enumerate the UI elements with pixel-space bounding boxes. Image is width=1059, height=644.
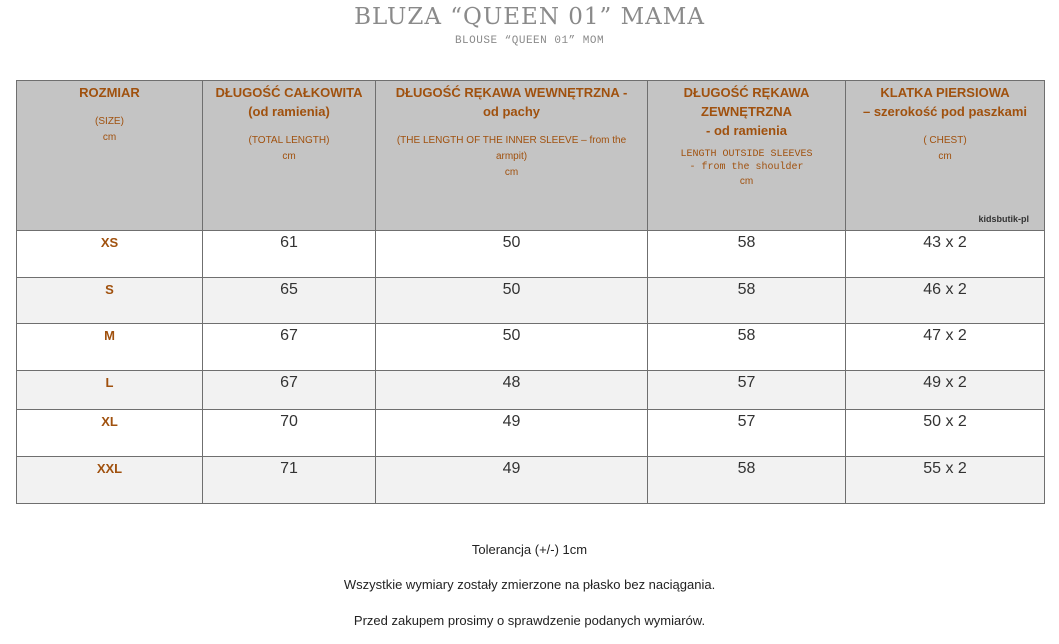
header-label [846, 83, 1044, 121]
table-row [17, 410, 1045, 457]
header-label-line: - od ramienia [706, 123, 787, 138]
header-english-label [203, 133, 375, 149]
size-chart-table [16, 80, 1045, 504]
header-english-line: ( CHEST) [923, 135, 967, 146]
header-label-line: – szerokość pod paszkami [862, 104, 1027, 119]
header-english-label [376, 133, 647, 165]
size-cell: S [17, 278, 203, 324]
inner-sleeve-cell: 50 [376, 278, 648, 324]
page-subtitle: BLOUSE “QUEEN 01” MOM [454, 35, 605, 47]
total-length-cell: 65 [203, 278, 376, 324]
header-total-length [203, 81, 376, 231]
inner-sleeve-cell: 49 [376, 410, 648, 457]
outer-sleeve-cell: 58 [648, 278, 846, 324]
outer-sleeve-cell: 58 [648, 457, 846, 504]
header-label-line: DŁUGOŚĆ RĘKAWA [683, 85, 810, 100]
header-label [203, 83, 375, 121]
measurement-note: Wszystkie wymiary zostały zmierzone na płasko bez naciągania. [343, 577, 716, 592]
header-unit: cm [102, 132, 117, 143]
watermark-text: kidsbutik-pl [978, 214, 1029, 224]
size-cell: XL [17, 410, 203, 457]
inner-sleeve-cell: 49 [376, 457, 648, 504]
table-row [17, 231, 1045, 278]
table-row [17, 278, 1045, 324]
header-label-line: DŁUGOŚĆ CAŁKOWITA [215, 85, 363, 100]
total-length-cell: 61 [203, 231, 376, 278]
total-length-cell: 70 [203, 410, 376, 457]
total-length-cell: 67 [203, 371, 376, 410]
header-unit: cm [282, 151, 296, 162]
outer-sleeve-cell: 58 [648, 231, 846, 278]
outer-sleeve-cell: 58 [648, 324, 846, 371]
header-label-line: KLATKA PIERSIOWA [880, 85, 1010, 100]
size-cell: XS [17, 231, 203, 278]
header-english-label [648, 148, 845, 174]
inner-sleeve-cell: 50 [376, 231, 648, 278]
chest-cell: 49 x 2 [846, 371, 1045, 410]
header-english-label [846, 133, 1044, 149]
table-row [17, 371, 1045, 410]
outer-sleeve-cell: 57 [648, 410, 846, 457]
inner-sleeve-cell: 50 [376, 324, 648, 371]
header-label-line: (od ramienia) [248, 104, 330, 119]
header-english-line: (SIZE) [95, 116, 124, 127]
table-header-row [17, 81, 1045, 231]
chest-cell: 50 x 2 [846, 410, 1045, 457]
size-cell: L [17, 371, 203, 410]
header-size [17, 81, 203, 231]
header-english-line: - from the shoulder [689, 162, 804, 173]
chest-cell: 55 x 2 [846, 457, 1045, 504]
total-length-cell: 71 [203, 457, 376, 504]
header-label [17, 83, 202, 102]
inner-sleeve-cell: 48 [376, 371, 648, 410]
page-title: BLUZA “QUEEN 01” MAMA [354, 4, 705, 30]
header-label-line: od pachy [482, 104, 541, 119]
outer-sleeve-cell: 57 [648, 371, 846, 410]
header-label [376, 83, 647, 121]
header-unit: cm [938, 151, 952, 162]
header-unit: cm [504, 167, 519, 178]
header-english-line: armpit) [495, 151, 528, 162]
check-note: Przed zakupem prosimy o sprawdzenie podanych wymiarów. [353, 613, 706, 628]
table-row [17, 457, 1045, 504]
header-english-label [17, 114, 202, 130]
header-label-line: ZEWNĘTRZNA [701, 104, 792, 119]
header-inner-sleeve [376, 81, 648, 231]
chest-cell: 47 x 2 [846, 324, 1045, 371]
size-cell: XXL [17, 457, 203, 504]
header-outer-sleeve [648, 81, 846, 231]
header-english-line: (TOTAL LENGTH) [248, 135, 330, 146]
header-english-line: LENGTH OUTSIDE SLEEVES [680, 149, 813, 160]
header-unit: cm [739, 176, 754, 187]
chest-cell: 46 x 2 [846, 278, 1045, 324]
header-chest [846, 81, 1045, 231]
size-cell: M [17, 324, 203, 371]
header-label-line: ROZMIAR [79, 85, 140, 100]
header-label-line: DŁUGOŚĆ RĘKAWA WEWNĘTRZNA - [395, 85, 628, 100]
tolerance-note: Tolerancja (+/-) 1cm [471, 542, 588, 557]
table-row [17, 324, 1045, 371]
total-length-cell: 67 [203, 324, 376, 371]
header-english-line: (THE LENGTH OF THE INNER SLEEVE – from the [396, 135, 627, 146]
header-label [648, 83, 845, 140]
chest-cell: 43 x 2 [846, 231, 1045, 278]
